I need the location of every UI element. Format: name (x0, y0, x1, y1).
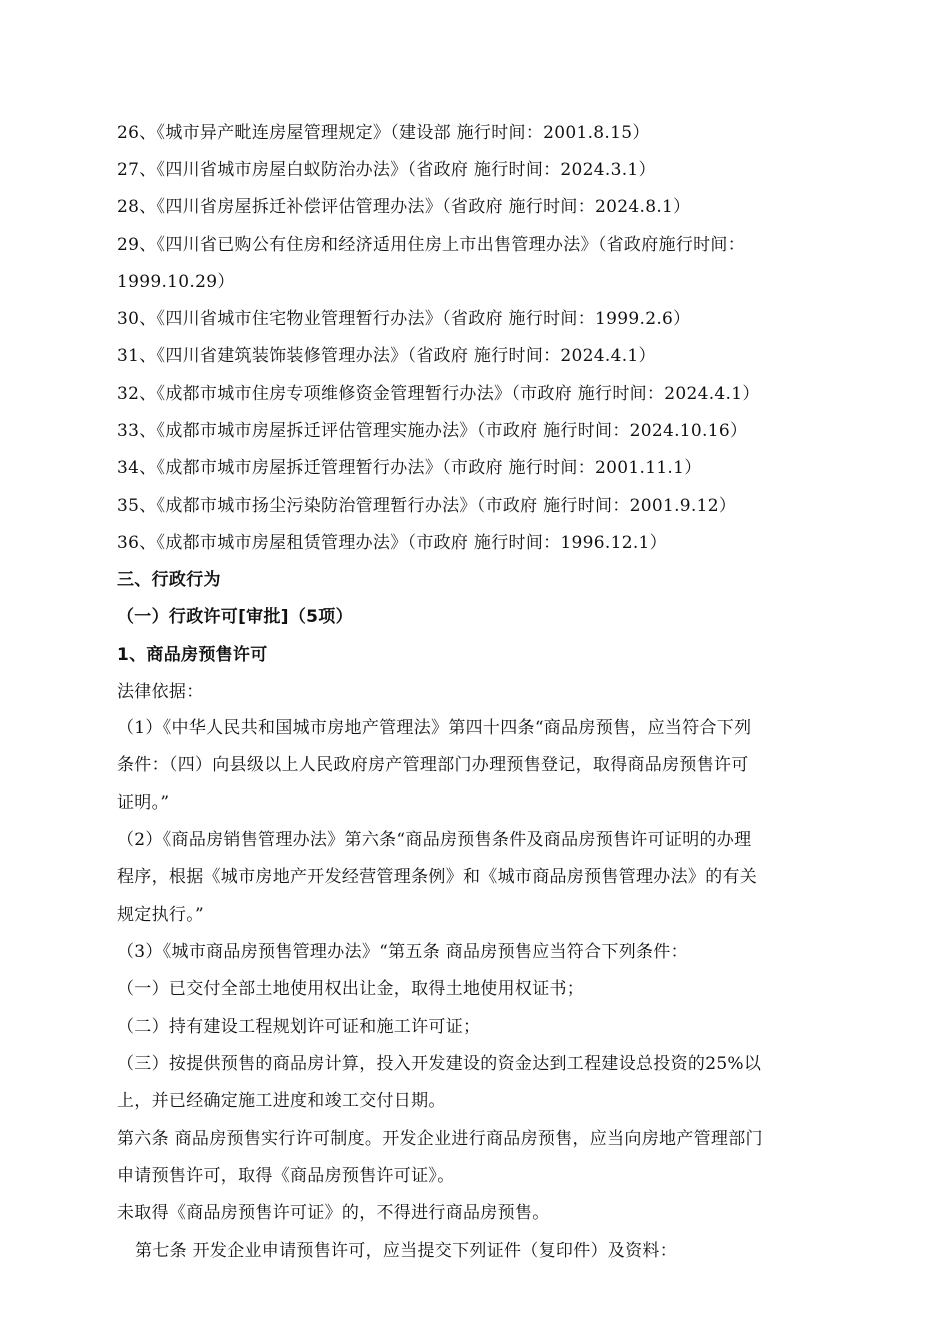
body-line: （1）《中华人民共和国城市房地产管理法》第四十四条“商品房预售，应当符合下列 (117, 718, 752, 738)
regulation-item: 27、《四川省城市房屋白蚁防治办法》（省政府 施行时间：2024.3.1） (117, 160, 656, 180)
body-line: 申请预售许可，取得《商品房预售许可证》。 (117, 1166, 455, 1186)
body-line: 程序，根据《城市房地产开发经营管理条例》和《城市商品房预售管理办法》的有关 (117, 867, 758, 887)
body-line: 上，并已经确定施工进度和竣工交付日期。 (117, 1091, 446, 1111)
item-heading: 1、商品房预售许可 (117, 645, 268, 665)
regulation-item: 36、《成都市城市房屋租赁管理办法》（市政府 施行时间：1996.12.1） (117, 533, 667, 553)
section-heading: 三、行政行为 (117, 570, 221, 590)
regulation-item: 34、《成都市城市房屋拆迁管理暂行办法》（市政府 施行时间：2001.11.1） (117, 458, 702, 478)
body-line: （一）已交付全部土地使用权出让金，取得土地使用权证书； (117, 979, 585, 999)
body-line: （3）《城市商品房预售管理办法》“第五条 商品房预售应当符合下列条件： (117, 942, 688, 962)
body-line: 条件：（四）向县级以上人民政府房产管理部门办理预售登记，取得商品房预售许可 (117, 755, 749, 775)
regulation-item: 29、《四川省已购公有住房和经济适用住房上市出售管理办法》（省政府施行时间： (117, 235, 746, 255)
regulation-item: 33、《成都市城市房屋拆迁评估管理实施办法》（市政府 施行时间：2024.10.16） (117, 421, 748, 441)
regulation-item: 35、《成都市城市扬尘污染防治管理暂行办法》（市政府 施行时间：2001.9.12） (117, 496, 737, 516)
body-line: 第六条 商品房预售实行许可制度。开发企业进行商品房预售，应当向房地产管理部门 (117, 1129, 763, 1149)
body-line: （二）持有建设工程规划许可证和施工许可证； (117, 1017, 481, 1037)
regulation-item: 28、《四川省房屋拆迁补偿评估管理办法》（省政府 施行时间：2024.8.1） (117, 197, 691, 217)
regulation-item-continued: 1999.10.29） (117, 272, 235, 292)
body-line: 第七条 开发企业申请预售许可，应当提交下列证件（复印件）及资料： (135, 1241, 678, 1261)
regulation-item: 26、《城市异产毗连房屋管理规定》（建设部 施行时间：2001.8.15） (117, 123, 650, 143)
legal-basis-label: 法律依据： (117, 682, 204, 702)
subsection-heading: （一）行政许可[审批]（5项） (117, 607, 353, 627)
body-line: （2）《商品房销售管理办法》第六条“商品房预售条件及商品房预售许可证明的办理 (117, 830, 752, 850)
body-line: 未取得《商品房预售许可证》的，不得进行商品房预售。 (117, 1203, 550, 1223)
body-line: （三）按提供预售的商品房计算，投入开发建设的资金达到工程建设总投资的25%以 (117, 1054, 762, 1074)
body-line: 规定执行。” (117, 905, 204, 925)
regulation-item: 31、《四川省建筑装饰装修管理办法》（省政府 施行时间：2024.4.1） (117, 346, 656, 366)
regulation-item: 30、《四川省城市住宅物业管理暂行办法》（省政府 施行时间：1999.2.6） (117, 309, 691, 329)
regulation-item: 32、《成都市城市住房专项维修资金管理暂行办法》（市政府 施行时间：2024.4.1） (117, 384, 760, 404)
body-line: 证明。” (117, 793, 170, 813)
